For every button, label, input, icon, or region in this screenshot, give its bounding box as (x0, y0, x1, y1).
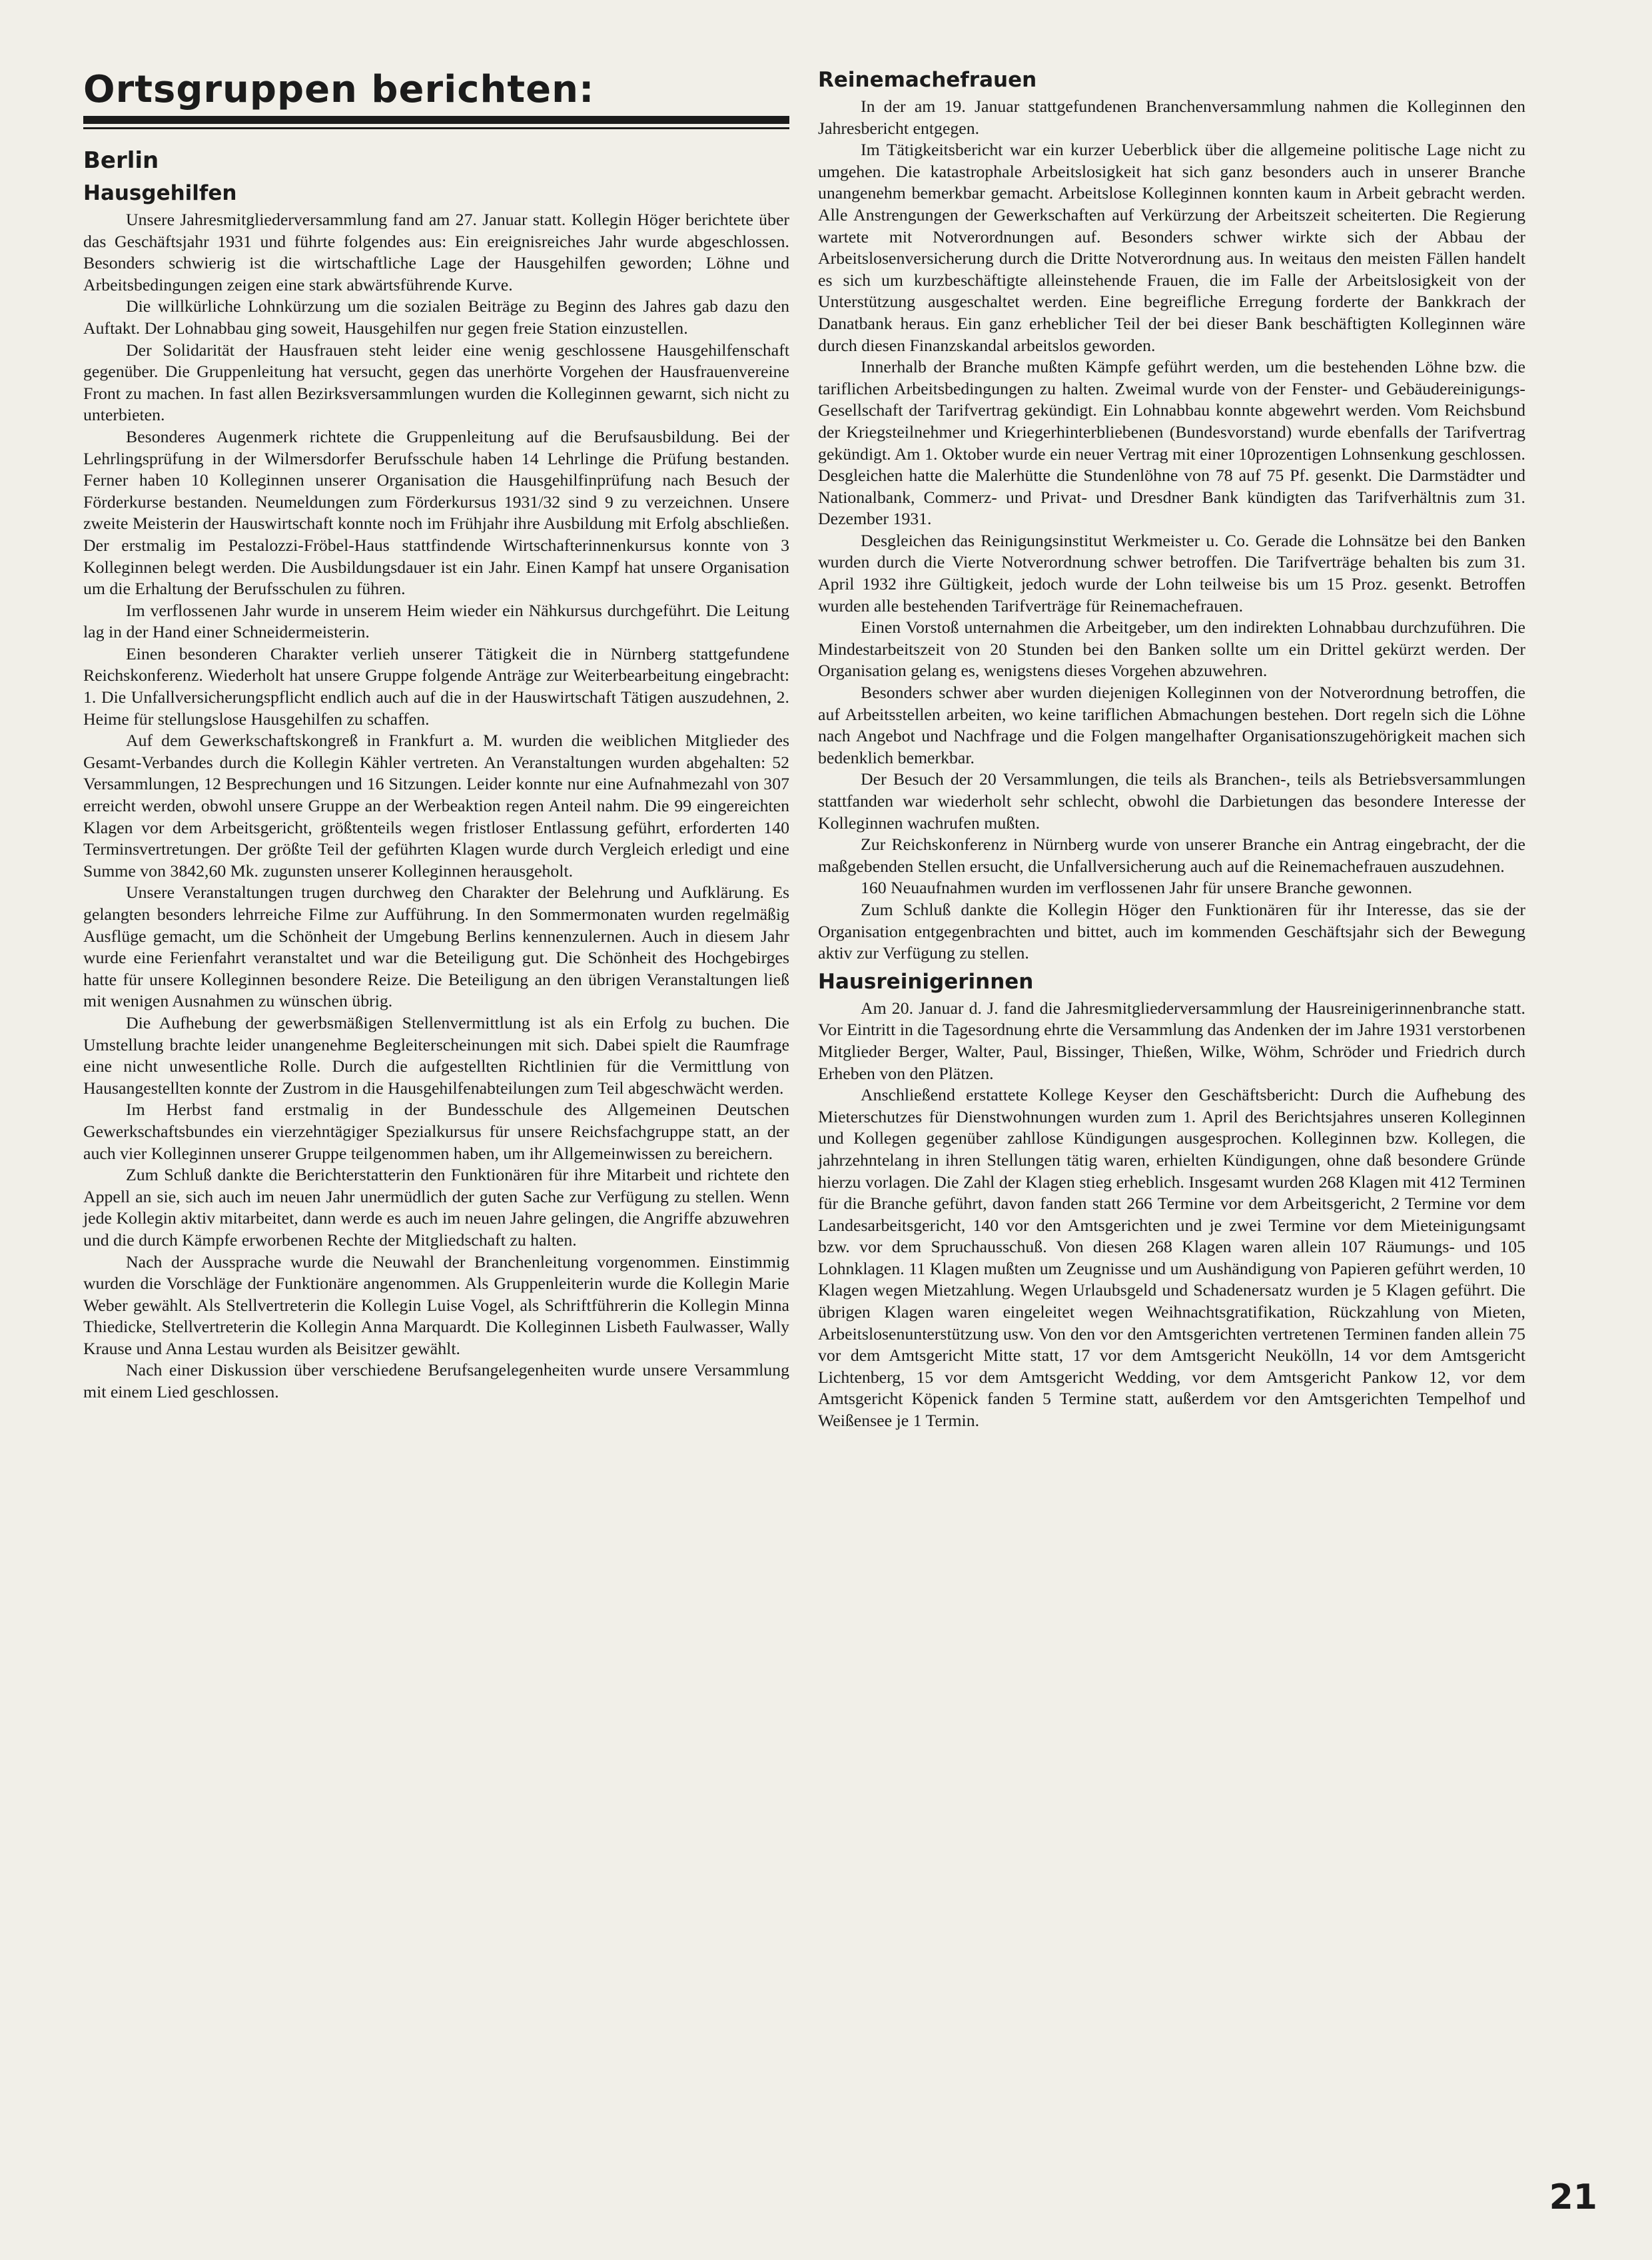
paragraph: Besonders schwer aber wurden diejenigen Kolleginnen von der Notverordnung betroffen, die auf Arbeitsstellen arbeiten, wo keine tariflichen Abmachungen bestehen. Dort regeln sich die Löhne nach Angebot und Nachfrage und die Folgen mangelhafter Organisationszugehörigkeit machen sich bedenklich bemerkbar. (818, 683, 1525, 767)
section-heading-reinemachefrauen: Reinemachefrauen (818, 68, 1037, 92)
paragraph: Auf dem Gewerkschaftskongreß in Frankfurt a. M. wurden die weiblichen Mitglieder des Gesamt-Verbandes durch die Kollegin Kähler vertreten. An Veranstaltungen wurden abgehalten: 52 Versammlungen, 12 Besprechungen und 16 Sitzungen. Leider konnte nur eine Aufnahmezahl von 307 erreicht werden, obwohl unsere Gruppe an der Werbeaktion regen Anteil nahm. Die 99 eingereichten Klagen vor dem Arbeitsgericht, größtenteils wegen fristloser Entlassung geführt, erforderten 140 Terminsvertretungen. Der größte Teil der geführten Klagen wurde durch Vergleich erledigt und eine Summe von 3842,60 Mk. zugunsten unserer Kolleginnen herausgeholt. (83, 731, 789, 881)
paragraph: Nach der Aussprache wurde die Neuwahl der Branchenleitung vorgenommen. Einstimmig wurden die Vorschläge der Funktionäre angenommen. Als Gruppenleiterin wurde die Kollegin Marie Weber gewählt. Als Stellvertreterin die Kollegin Luise Vogel, als Schriftführerin die Kollegin Minna Thiedicke, Stellvertreterin die Kollegin Anna Marquardt. Die Kolleginnen Lisbeth Faulwasser, Wally Krause und Anna Lestau wurden als Beisitzer gewählt. (83, 1252, 789, 1358)
paragraph: Einen Vorstoß unternahmen die Arbeitgeber, um den indirekten Lohnabbau durchzuführen. Die Mindestarbeitszeit von 20 Stunden bei den Banken sollte um ein Drittel gekürzt werden. Der Organisation gelang es, wenigstens dieses Vorgehen abzuwehren. (818, 617, 1525, 681)
paragraph: In der am 19. Januar stattgefundenen Branchenversammlung nahmen die Kolleginnen den Jahresbericht entgegen. (818, 97, 1525, 138)
title-rule-thick (83, 116, 789, 124)
paragraph: Einen besonderen Charakter verlieh unserer Tätigkeit die in Nürnberg stattgefundene Reichskonferenz. Wiederholt hat unsere Gruppe folgende Anträge zur Weiterbearbeitung eingebracht: 1. Die Unfallversicherungspflicht endlich auch auf die in der Hauswirtschaft Tätigen auszudehnen, 2. Heime für stellungslose Hausgehilfen zu schaffen. (83, 643, 789, 729)
paragraph: Der Besuch der 20 Versammlungen, die teils als Branchen-, teils als Betriebsversammlungen stattfanden war wiederholt sehr schlecht, obwohl die Darbietungen das besondere Interesse der Kolleginnen wachrufen mußten. (818, 769, 1525, 833)
section-heading-hausreinigerinnen: Hausreinigerinnen (818, 969, 1034, 994)
paragraph: Im Tätigkeitsbericht war ein kurzer Ueberblick über die allgemeine politische Lage nicht zu umgehen. Die katastrophale Arbeitslosigkeit hat sich ganz besonders auch in unserer Branche unangenehm bemerkbar gemacht. Arbeitslose Kolleginnen konnten kaum in Arbeit gebracht werden. Alle Anstrengungen der Gewerkschaften auf Verkürzung der Arbeitszeit scheiterten. Die Regierung wartete mit Notverordnungen auf. Besonders schwer wirkte sich der Abbau der Arbeitslosenversicherung durch die Dritte Notverordnung aus. In weitaus den meisten Fällen handelt es sich um kurzbeschäftigte alleinstehende Frauen, die im Falle der Arbeitslosigkeit von der Unterstützung ausgeschaltet werden. Eine begreifliche Erregung forderte der Bankkrach der Danatbank heraus. Ein ganz erheblicher Teil der bei dieser Bank beschäftigten Kolleginnen wäre durch diesen Finanzskandal arbeitslos geworden. (818, 140, 1525, 355)
paragraph: Im verflossenen Jahr wurde in unserem Heim wieder ein Nähkursus durchgeführt. Die Leitung lag in der Hand einer Schneidermeisterin. (83, 600, 789, 642)
left-column (83, 67, 789, 1403)
paragraph: Die willkürliche Lohnkürzung um die sozialen Beiträge zu Beginn des Jahres gab dazu den Auftakt. Der Lohnabbau ging soweit, Hausgehilfen nur gegen freie Station einzustellen. (83, 296, 789, 338)
paragraph: Im Herbst fand erstmalig in der Bundesschule des Allgemeinen Deutschen Gewerkschaftsbundes ein vierzehntägiger Spezialkursus für unsere Reichsfachgruppe statt, an der auch vier Kolleginnen unserer Gruppe teilgenommen haben, um ihr Allgemeinwissen zu bereichern. (83, 1100, 789, 1163)
paragraph: Besonderes Augenmerk richtete die Gruppenleitung auf die Berufsausbildung. Bei der Lehrlingsprüfung in der Wilmersdorfer Berufsschule haben 14 Lehrlinge die Prüfung bestanden. Ferner haben 10 Kolleginnen unserer Organisation die Hausgehilfinprüfung nach Besuch der Förderkurse bestanden. Neumeldungen zum Förderkursus 1931/32 sind 9 zu verzeichnen. Unsere zweite Meisterin der Hauswirtschaft konnte noch im Frühjahr ihre Ausbildung mit Erfolg abschließen. Der erstmalig im Pestalozzi-Fröbel-Haus stattfindende Wirtschafterinnenkursus konnte von 3 Kolleginnen belegt werden. Die Ausbildungsdauer ist ein Jahr. Einen Kampf hat unsere Organisation um die Erhaltung der Berufsschulen zu führen. (83, 426, 789, 599)
paragraph: Nach einer Diskussion über verschiedene Berufsangelegenheiten wurde unsere Versammlung mit einem Lied geschlossen. (83, 1360, 789, 1402)
paragraph: Desgleichen das Reinigungsinstitut Werkmeister u. Co. Gerade die Lohnsätze bei den Banken wurden durch die Vierte Notverordnung schwer betroffen. Die Tarifverträge behalten bis zum 31. April 1932 ihre Gültigkeit, jedoch wurde der Lohn teilweise bis um 15 Proz. gesenkt. Betroffen wurden alle bestehenden Tarifverträge für Reinemachefrauen. (818, 530, 1525, 615)
title-rule-thin (83, 127, 789, 129)
paragraph: Die Aufhebung der gewerbsmäßigen Stellenvermittlung ist als ein Erfolg zu buchen. Die Umstellung brachte leider unangenehme Begleiterscheinungen mit sich. Dabei spielt die Raumfrage eine nicht unwesentliche Rolle. Durch die aufgestellten Richtlinien für die Vermittlung von Hausangestellten konnte der Zustrom in die Hausgehilfenabteilungen zum Teil abgeschwächt werden. (83, 1012, 789, 1098)
paragraph: 160 Neuaufnahmen wurden im verflossenen Jahr für unsere Branche gewonnen. (861, 878, 1413, 898)
paragraph: Zum Schluß dankte die Berichterstatterin den Funktionären für ihre Mitarbeit und richtete den Appell an sie, sich auch im neuen Jahr unermüdlich der guten Sache zur Verfügung zu stellen. Wenn jede Kollegin aktiv mitarbeitet, dann werde es auch im neuen Jahre gelingen, die Angriffe abzuwehren und die durch Kämpfe erworbenen Rechte der Mitgliedschaft zu halten. (83, 1165, 789, 1250)
paragraph: Zum Schluß dankte die Kollegin Höger den Funktionären für ihr Interesse, das sie der Organisation entgegenbrachten und bittet, auch im kommenden Geschäftsjahr sich der Bewegung aktiv zur Verfügung zu stellen. (818, 899, 1525, 963)
page-number: 21 (1549, 2177, 1597, 2217)
section-heading-hausgehilfen: Hausgehilfen (83, 181, 237, 205)
paragraph: Innerhalb der Branche mußten Kämpfe geführt werden, um die bestehenden Löhne bzw. die tariflichen Arbeitsbedingungen zu halten. Zweimal wurde von der Fenster- und Gebäudereinigungs-Gesellschaft der Tarifvertrag gekündigt. Ein Lohnabbau konnte abgewehrt werden. Vom Reichsbund der Kriegsteilnehmer und Kriegerhinterbliebenen (Bundesvorstand) wurde ebenfalls der Tarifvertrag gekündigt. Am 1. Oktober wurde ein neuer Vertrag mit einer 10prozentigen Lohnsenkung geschlossen. Desgleichen hatte die Malerhütte die Stundenlöhne von 78 auf 75 Pf. gesenkt. Die Darmstädter und Nationalbank, Commerz- und Privat- und Dresdner Bank kündigten das Tarifverhältnis zum 31. Dezember 1931. (818, 357, 1525, 529)
section-body-reinemachefrauen (818, 96, 1525, 964)
paragraph: Anschließend erstattete Kollege Keyser den Geschäftsbericht: Durch die Aufhebung des Mieterschutzes für Dienstwohnungen wurden zum 1. April des Berichtsjahres unseren Kolleginnen und Kollegen gegenüber zahllose Kündigungen ausgesprochen. Kolleginnen bzw. Kollegen, die jahrzehntelang in ihren Stellungen tätig waren, erhielten Kündigungen, ohne daß besondere Gründe hierzu vorlagen. Die Zahl der Klagen stieg erheblich. Insgesamt wurden 268 Klagen mit 412 Terminen für die Branche geführt, davon fanden statt 266 Termine vor dem Arbeitsgericht, 2 Termine vor dem Landesarbeitsgericht, 140 vor den Amtsgerichten und je zwei Termine vor dem Mieteinigungsamt bzw. vor dem Spruchausschuß. Von diesen 268 Klagen waren allein 107 Räumungs- und 105 Lohnklagen. 11 Klagen mußten um Zeugnisse und um Aushändigung von Papieren geführt werden, 10 Klagen wegen Mietzahlung. Wegen Urlaubsgeld und Schadenersatz wurden je 5 Klagen geführt. Die übrigen Klagen waren eingeleitet wegen Weihnachtsgratifikation, Rückzahlung von Mieten, Arbeitslosenunterstützung usw. Von den vor den Amtsgerichten vertretenen Terminen fanden allein 75 vor dem Amtsgericht Mitte statt, 17 vor dem Amtsgericht Neukölln, 14 vor dem Amtsgericht Lichtenberg, 15 vor dem Amtsgericht Wedding, vor dem Amtsgericht Pankow 12, vor dem Amtsgericht Köpenick fanden 5 Termine statt, außerdem vor den Amtsgerichten Tempelhof und Weißensee je 1 Termin. (818, 1085, 1525, 1431)
paragraph: Unsere Veranstaltungen trugen durchweg den Charakter der Belehrung und Aufklärung. Es gelangten besonders lehrreiche Filme zur Aufführung. In den Sommermonaten wurden regelmäßig Ausflüge gemacht, um die Schönheit der Umgebung Berlins kennenzulernen. Auch in diesem Jahr wurde eine Ferienfahrt veranstaltet und war die Beteiligung gut. Die Schönheit des Hochgebirges hatte für unsere Kolleginnen besondere Reize. Die Beteiligung an den übrigen Veranstaltungen ließ mit wenigen Ausnahmen zu wünschen übrig. (83, 883, 789, 1011)
city-heading: Berlin (83, 147, 159, 174)
paragraph: Am 20. Januar d. J. fand die Jahresmitgliederversammlung der Hausreinigerinnenbranche statt. Vor Eintritt in die Tagesordnung ehrte die Versammlung das Andenken der im Jahre 1931 verstorbenen Mitglieder Berger, Walter, Paul, Bissinger, Thießen, Wilke, Wöhm, Schröder und Friedrich durch Erheben von den Plätzen. (818, 998, 1525, 1083)
section-body-hausreinigerinnen (818, 998, 1525, 1432)
paragraph: Unsere Jahresmitgliederversammlung fand am 27. Januar statt. Kollegin Höger berichtete über das Geschäftsjahr 1931 und führte folgendes aus: Ein ereignisreiches Jahr wurde abgeschlossen. Besonders schwierig ist die wirtschaftliche Lage der Hausgehilfen geworden; Löhne und Arbeitsbedingungen zeigen eine stark abwärtsführende Kurve. (83, 210, 789, 294)
paragraph: Zur Reichskonferenz in Nürnberg wurde von unserer Branche ein Antrag eingebracht, der die maßgebenden Stellen ersucht, die Unfallversicherung auch auf die Reinemachefrauen auszudehnen. (818, 835, 1525, 876)
page-title: Ortsgruppen berichten: (83, 68, 595, 111)
paragraph: Der Solidarität der Hausfrauen steht leider eine wenig geschlossene Hausgehilfenschaft gegenüber. Die Gruppenleitung hat versucht, gegen das unerhörte Vorgehen der Hausfrauenvereine Front zu machen. In fast allen Bezirksversammlungen wurden die Kolleginnen gewarnt, sich nicht zu unterbieten. (83, 340, 789, 425)
right-column (818, 67, 1525, 1432)
section-body-hausgehilfen (83, 209, 789, 1403)
